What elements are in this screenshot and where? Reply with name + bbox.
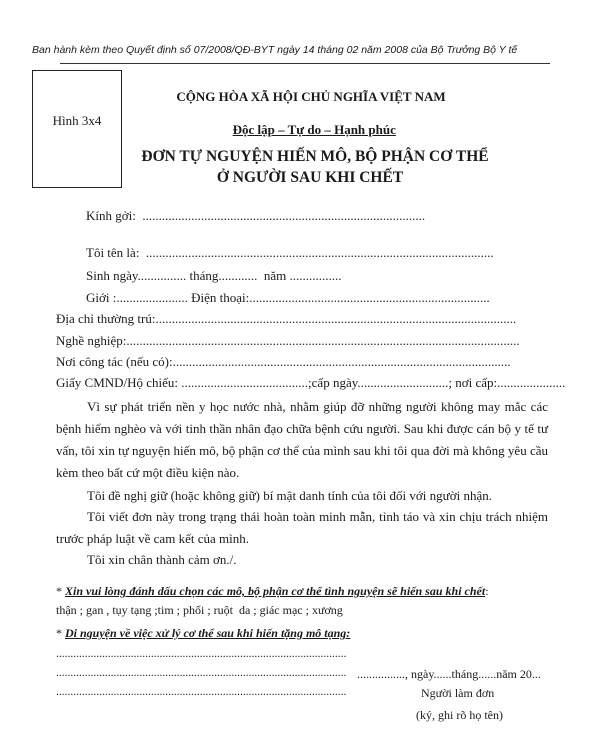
note-organs-mark: * [56, 584, 65, 598]
note-organs [56, 584, 489, 599]
wishes-line-1[interactable]: ..................................................................................................... [56, 648, 347, 660]
signature-note: (ký, ghi rõ họ tên) [416, 708, 503, 722]
paragraph-commitment-text: Vì sự phát triển nền y học nước nhà, nhằm giúp đỡ những người không may mắc các bệnh hiểm nghèo và với tinh thần nhân đạo chữa bệnh cứu người. Sau khi được cán bộ y tế tư vấn, tôi xin tự nguyện hiến mô, bộ phận cơ thể của mình sau khi tôi qua đời mà không yêu cầu kèm theo bất cứ một điều kiện nào. [56, 399, 548, 480]
paragraph-thanks [56, 549, 548, 571]
paragraph-privacy [56, 485, 548, 507]
paragraph-responsibility-text: Tôi viết đơn này trong trạng thái hoàn toàn minh mẫn, tỉnh táo và xin chịu trách nhiệm trước pháp luật về cam kết của mình. [56, 509, 548, 546]
paragraph-responsibility [56, 506, 548, 550]
field-kinh-goi[interactable]: Kính gởi: ....................................................................................... [86, 208, 426, 223]
wishes-line-3[interactable]: ..................................................................................................... [56, 686, 347, 698]
date-line[interactable]: ................, ngày......tháng......năm 20... [357, 667, 541, 681]
field-sinh-ngay[interactable]: Sinh ngày............... tháng............ năm ................ [86, 268, 342, 283]
form-title-line2: Ở NGƯỜI SAU KHI CHẾT [216, 169, 404, 186]
wishes-line-2[interactable]: ..................................................................................................... [56, 667, 347, 679]
signer-label: Người làm đơn [421, 686, 495, 700]
photo-label: Hình 3x4 [52, 113, 102, 128]
note-wishes-text: Di nguyện về việc xử lý cơ thể sau khi hiến tặng mô tạng: [65, 626, 351, 640]
motto-wrap [0, 106, 600, 138]
field-cmnd[interactable]: Giấy CMND/Hộ chiếu: .......................................;cấp ngày............................; nơi cấp:..................... [56, 375, 566, 390]
field-noi-cong-tac[interactable]: Nơi công tác (nếu có):........................................................................................................ [56, 354, 511, 369]
paragraph-commitment [56, 396, 548, 484]
form-title-line1: ĐƠN TỰ NGUYỆN HIẾN MÔ, BỘ PHẬN CƠ THỂ [141, 148, 489, 165]
field-nghe-nghiep[interactable]: Nghề nghiệp:......................................................................................................................... [56, 333, 520, 348]
national-motto: Độc lập – Tự do – Hạnh phúc [232, 122, 396, 137]
paragraph-privacy-text: Tôi đề nghị giữ (hoặc không giữ) bí mật danh tính của tôi đối với người nhận. [87, 488, 492, 503]
paragraph-thanks-text: Tôi xin chân thành cảm ơn./. [87, 552, 237, 567]
decision-note: Ban hành kèm theo Quyết định số 07/2008/QĐ-BYT ngày 14 tháng 02 năm 2008 của Bộ Trưởng Bộ Y tế [32, 44, 518, 56]
field-dia-chi[interactable]: Địa chỉ thường trú:............................................................................................................... [56, 311, 517, 326]
note-wishes-mark: * [56, 626, 65, 640]
note-organs-colon: : [485, 584, 489, 598]
note-wishes [56, 626, 350, 641]
note-organs-text: Xin vui lòng đánh dấu chọn các mô, bộ phận cơ thể tình nguyện sẽ hiến sau khi chết [65, 584, 486, 598]
field-ten[interactable]: Tôi tên là: ........................................................................................................... [86, 245, 494, 260]
organ-checklist[interactable]: thận ; gan , tụy tạng ;tim ; phổi ; ruột da ; giác mạc ; xương [56, 603, 346, 617]
national-title: CỘNG HÒA XÃ HỘI CHỦ NGHĨA VIỆT NAM [176, 89, 446, 104]
header-divider [60, 63, 550, 64]
field-gioi-dien-thoai[interactable]: Giới :...................... Điện thoại:.......................................................................... [86, 290, 490, 305]
